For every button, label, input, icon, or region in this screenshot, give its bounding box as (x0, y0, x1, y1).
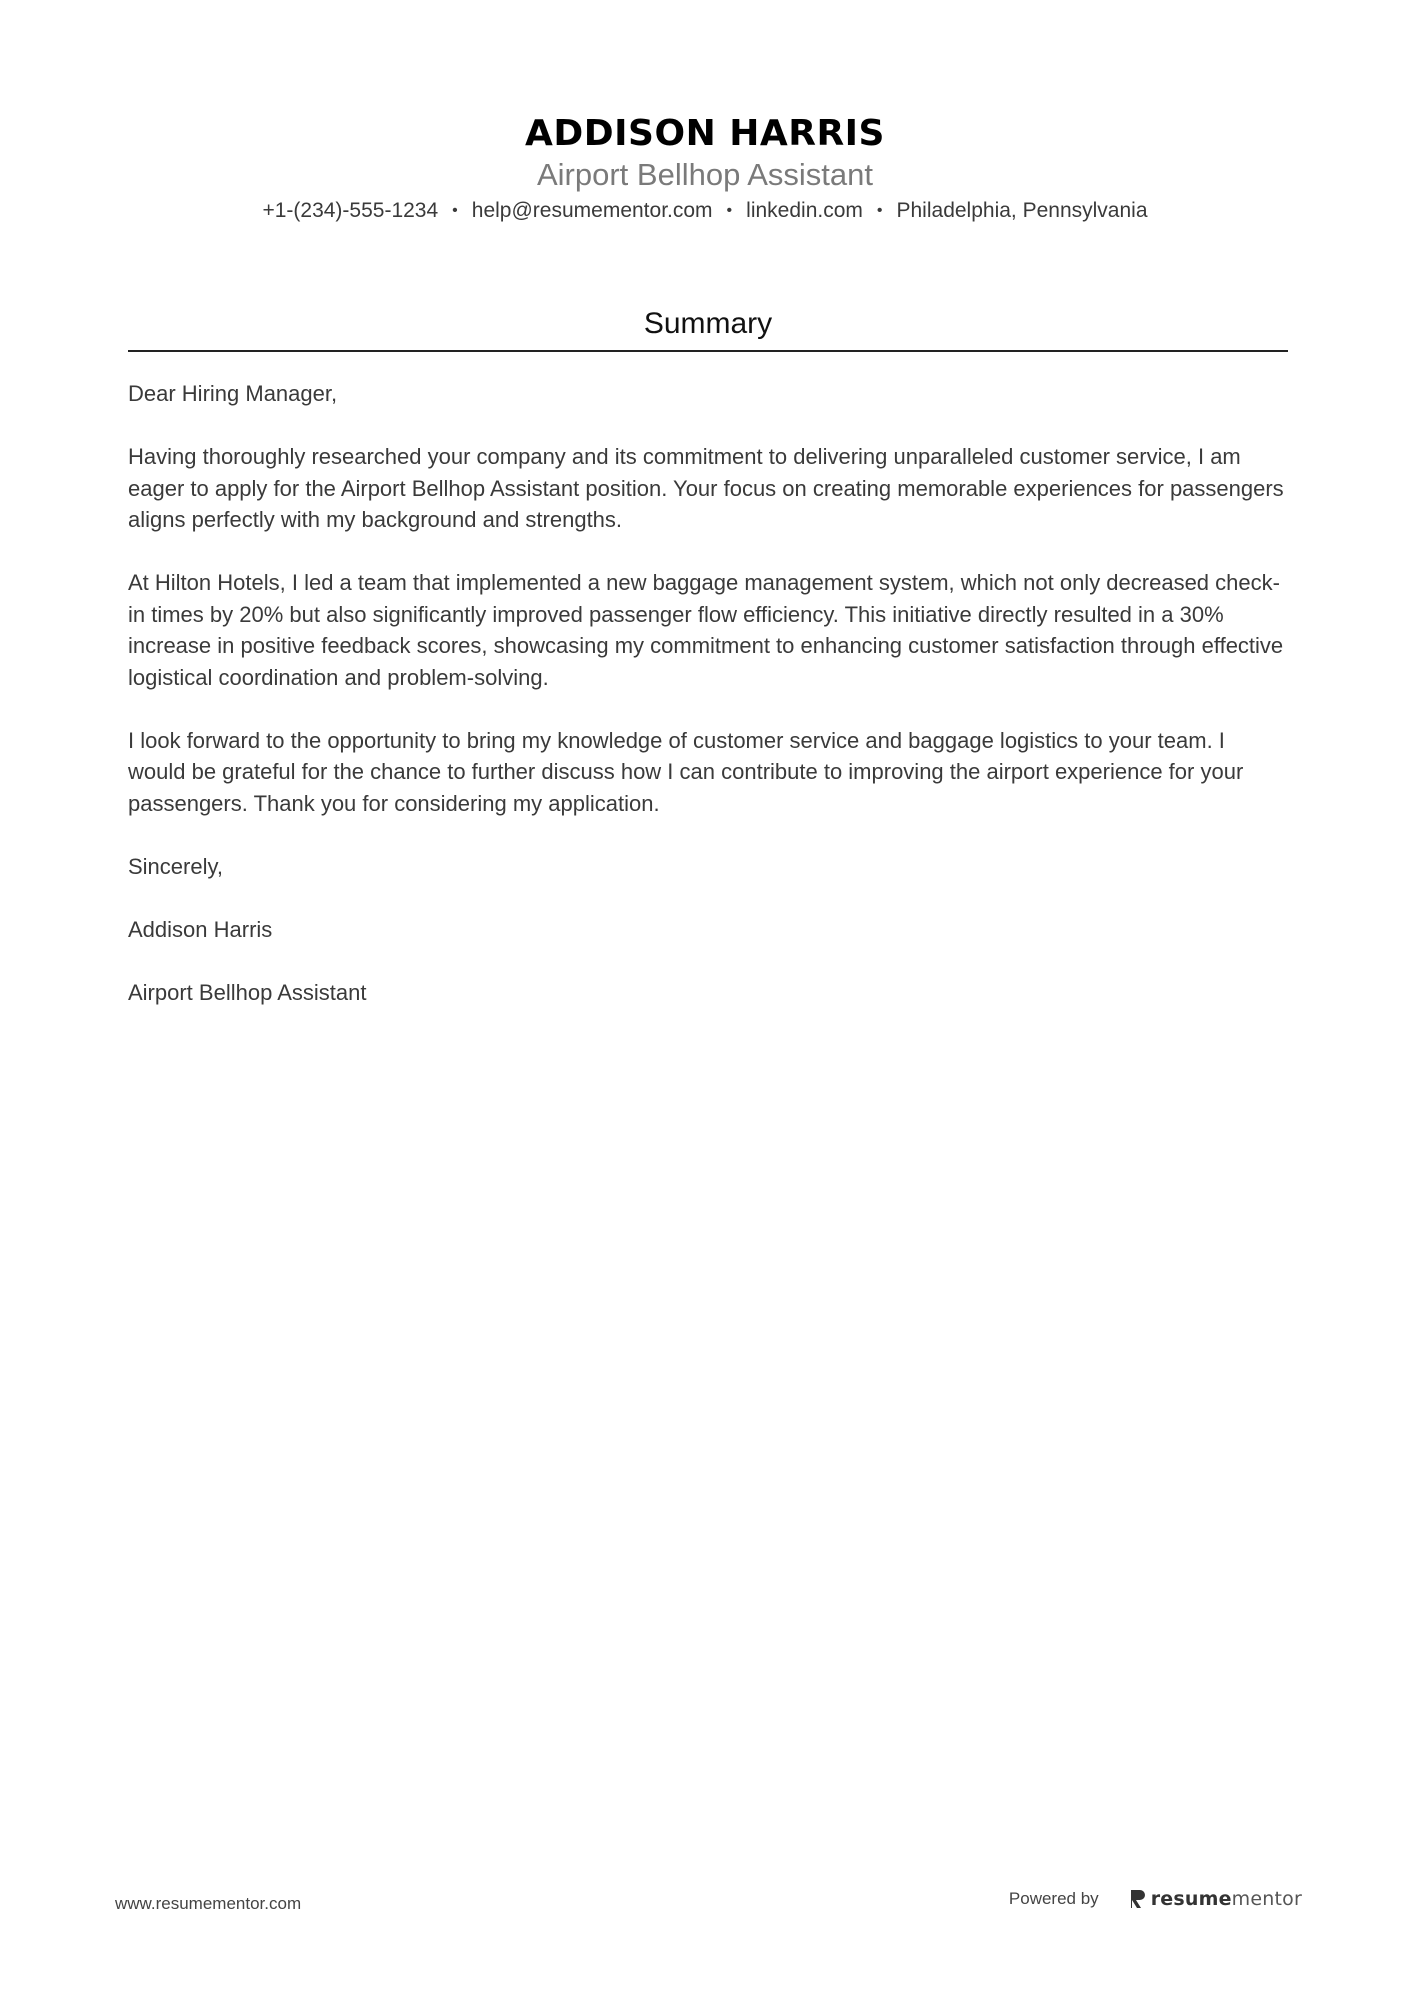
powered-by-label: Powered by (1008, 1889, 1099, 1908)
logo-wordmark-bold: resume (1150, 1888, 1232, 1910)
logo-wordmark (1151, 1888, 1302, 1910)
letter-body (128, 378, 1288, 1040)
section-divider (128, 350, 1288, 352)
bullet-separator: • (452, 202, 458, 219)
section-title-summary: Summary (643, 307, 773, 340)
signature-name: Addison Harris (128, 916, 273, 942)
bullet-separator: • (876, 202, 883, 219)
candidate-name: ADDISON HARRIS (525, 113, 885, 154)
resumementor-logo (1129, 1888, 1302, 1910)
contact-line (0, 196, 1410, 226)
letter-paragraph: I look forward to the opportunity to bring my knowledge of customer service and baggage logistics to your team. I would be grateful for the chance to further discuss how I can contribute to improving the airport experience for your passengers. Thank you for considering my application. (128, 727, 1244, 816)
contact-linkedin: linkedin.com (746, 199, 863, 222)
footer-branding (1009, 1888, 1302, 1910)
signature-title: Airport Bellhop Assistant (128, 979, 367, 1005)
salutation: Dear Hiring Manager, (128, 381, 338, 406)
letter-paragraph: At Hilton Hotels, I led a team that implemented a new baggage management system, which not only decreased check-in times by 20% but also significantly improved passenger flow efficiency. This initiative directly resulted in a 30% increase in positive feedback scores, showcasing my commitment to enhancing customer satisfaction through effective logistical coordination and problem-solving. (128, 570, 1284, 690)
header (0, 112, 1410, 226)
candidate-title: Airport Bellhop Assistant (536, 157, 873, 192)
letter-paragraph: Having thoroughly researched your company and its commitment to delivering unparalleled customer service, I am eager to apply for the Airport Bellhop Assistant position. Your focus on creating memorable experiences for passengers aligns perfectly with my background and strengths. (128, 444, 1284, 532)
closing: Sincerely, (128, 853, 223, 879)
contact-phone: +1-(234)-555-1234 (262, 199, 439, 222)
logo-wordmark-light: mentor (1231, 1888, 1302, 1910)
footer-website: www.resumementor.com (115, 1894, 302, 1913)
contact-email: help@resumementor.com (471, 199, 713, 222)
resumementor-logo-icon (1129, 1888, 1147, 1910)
contact-location: Philadelphia, Pennsylvania (896, 199, 1148, 222)
bullet-separator: • (726, 202, 733, 219)
